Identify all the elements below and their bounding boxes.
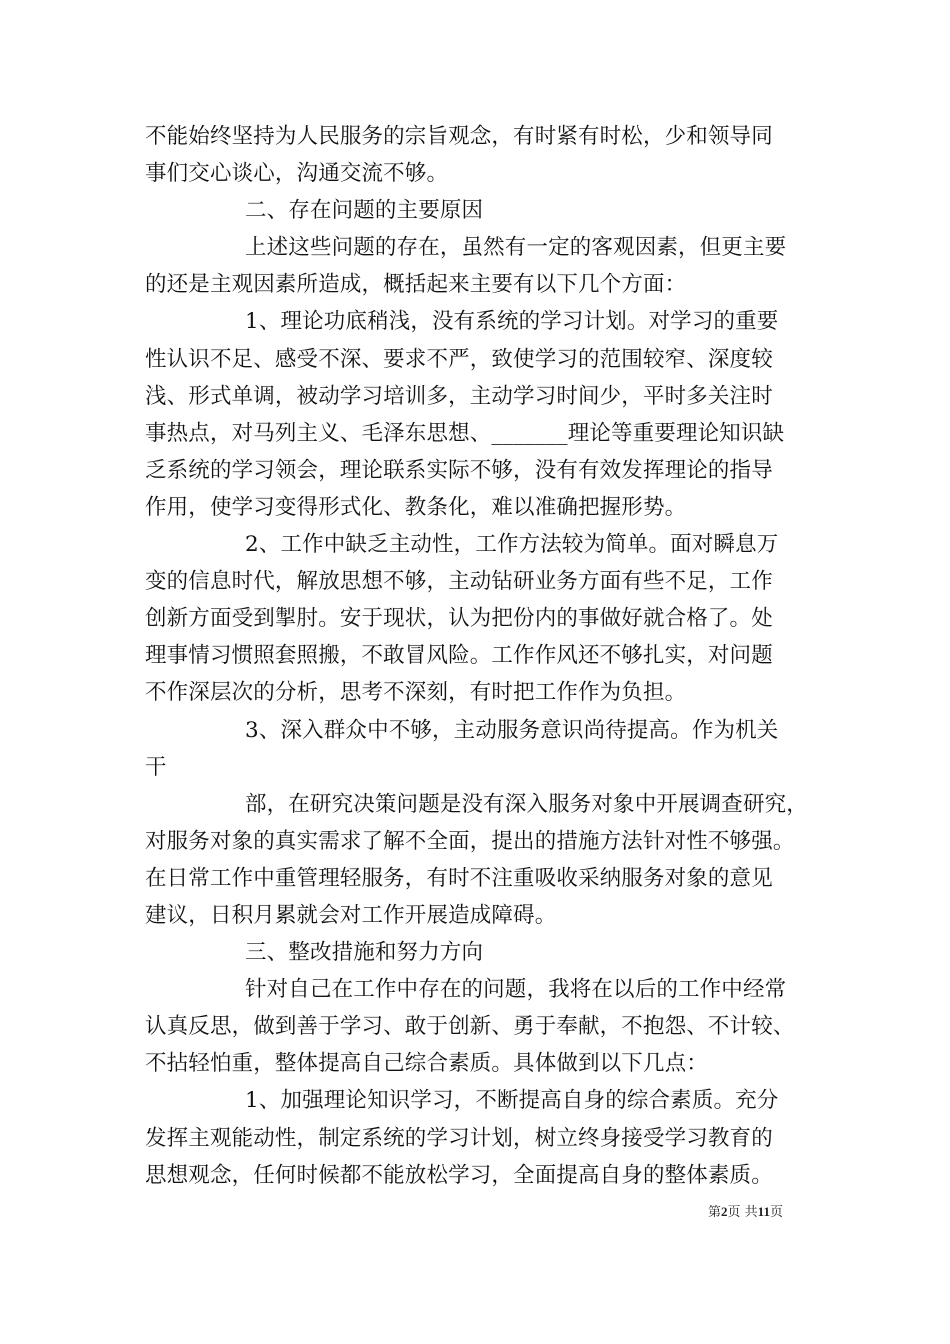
text-line: 发挥主观能动性，制定系统的学习计划，树立终身接受学习教育的: [145, 1125, 773, 1151]
text-line: 认真反思，做到善于学习、敢于创新、勇于奉献，不抱怨、不计较、: [145, 1014, 795, 1040]
text-line: 1、加强理论知识学习，不断提高自身的综合素质。充分: [245, 1088, 779, 1114]
text-line: 创新方面受到掣肘。安于现状，认为把份内的事做好就合格了。处: [145, 606, 773, 632]
text-line: 作用，使学习变得形式化、教条化，难以准确把握形势。: [145, 494, 687, 520]
text-line: 二、存在问题的主要原因: [245, 198, 484, 224]
text-line: 对服务对象的真实需求了解不全面，提出的措施方法针对性不够强。: [145, 828, 795, 854]
text-line: 干: [145, 754, 167, 780]
text-line: 变的信息时代，解放思想不够，主动钻研业务方面有些不足，工作: [145, 569, 773, 595]
page-footer: [708, 1203, 783, 1222]
text-line: 三、整改措施和努力方向: [245, 940, 484, 966]
footer-prefix: 第: [708, 1205, 722, 1220]
text-line: 事们交心谈心，沟通交流不够。: [145, 161, 449, 187]
text-line: 乏系统的学习领会，理论联系实际不够，没有有效发挥理论的指导: [145, 457, 773, 483]
text-line: 2、工作中缺乏主动性，工作方法较为简单。面对瞬息万: [245, 532, 779, 558]
document-body: [145, 118, 815, 1194]
footer-total-pages: 11: [757, 1204, 770, 1219]
text-line: 理事情习惯照套照搬，不敢冒风险。工作作风还不够扎实，对问题: [145, 643, 773, 669]
text-line: 针对自己在工作中存在的问题，我将在以后的工作中经常: [245, 977, 787, 1003]
text-line: 部，在研究决策问题是没有深入服务对象中开展调查研究，: [245, 791, 808, 817]
text-line: 思想观念，任何时候都不能放松学习，全面提高自身的整体素质。: [145, 1162, 773, 1188]
footer-middle: 页 共: [727, 1205, 758, 1220]
text-line: 不拈轻怕重，整体提高自己综合素质。具体做到以下几点：: [145, 1051, 708, 1077]
text-line: 不作深层次的分析，思考不深刻，有时把工作作为负担。: [145, 680, 687, 706]
text-line: 在日常工作中重管理轻服务，有时不注重吸收采纳服务对象的意见: [145, 865, 773, 891]
text-line: 1、理论功底稍浅，没有系统的学习计划。对学习的重要: [245, 309, 779, 335]
text-line: 不能始终坚持为人民服务的宗旨观念，有时紧有时松，少和领导同: [145, 124, 773, 149]
text-line: 性认识不足、感受不深、要求不严，致使学习的范围较窄、深度较: [145, 346, 773, 372]
footer-current-page: 2: [721, 1204, 728, 1219]
text-line: 上述这些问题的存在，虽然有一定的客观因素，但更主要: [245, 235, 787, 261]
text-line: 浅、形式单调，被动学习培训多，主动学习时间少，平时多关注时: [145, 383, 773, 409]
text-line: 事热点，对马列主义、毛泽东思想、_______理论等重要理论知识缺: [145, 420, 785, 446]
text-line: 的还是主观因素所造成，概括起来主要有以下几个方面：: [145, 272, 687, 298]
footer-suffix: 页: [769, 1205, 783, 1220]
text-line: 3、深入群众中不够，主动服务意识尚待提高。作为机关: [245, 717, 779, 743]
text-line: 建议，日积月累就会对工作开展造成障碍。: [145, 902, 557, 928]
